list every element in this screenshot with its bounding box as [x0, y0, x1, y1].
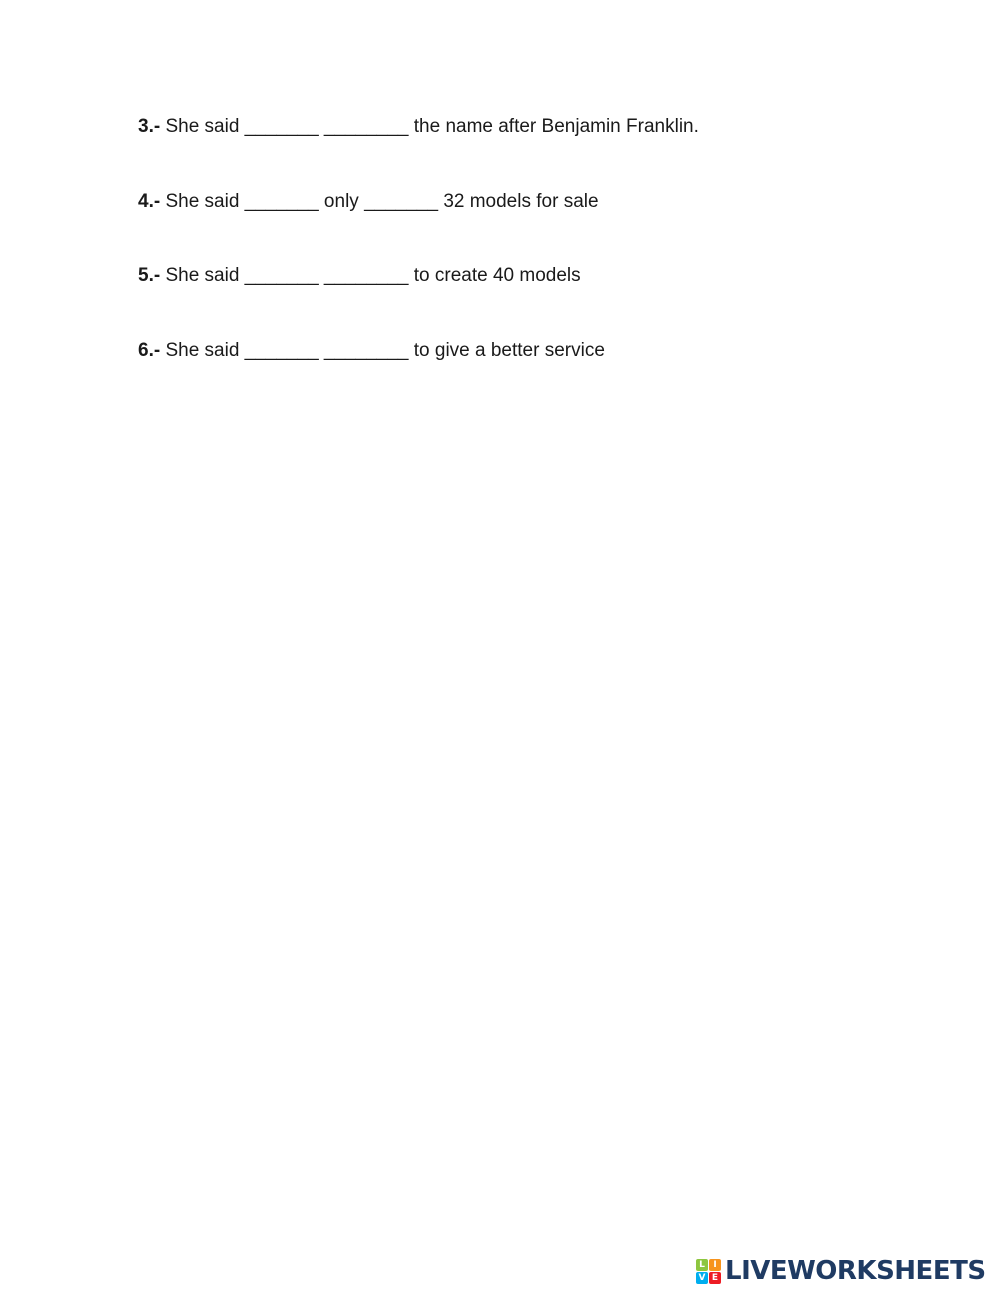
logo-square-i: I [709, 1259, 721, 1271]
exercise-number: 5.- [138, 265, 161, 286]
exercise-item-3 [138, 115, 699, 139]
exercise-item-6 [138, 339, 605, 363]
logo-square-l: L [696, 1259, 708, 1271]
exercise-sentence: She said _______ only _______ 32 models for sale [160, 191, 599, 212]
exercise-sentence: She said _______ ________ to create 40 models [160, 265, 581, 286]
exercise-number: 4.- [138, 191, 161, 212]
exercise-item-4 [138, 190, 599, 214]
exercise-item-5 [138, 264, 581, 288]
exercise-sentence: She said _______ ________ the name after Benjamin Franklin. [160, 116, 699, 137]
logo-square-v: V [696, 1272, 708, 1284]
exercise-sentence: She said _______ ________ to give a better service [160, 340, 605, 361]
logo-wordmark: LIVEWORKSHEETS [725, 1256, 986, 1286]
live-squares-icon [696, 1259, 721, 1284]
exercise-number: 6.- [138, 340, 161, 361]
liveworksheets-logo [696, 1256, 986, 1286]
logo-square-e: E [709, 1272, 721, 1284]
exercise-number: 3.- [138, 116, 161, 137]
